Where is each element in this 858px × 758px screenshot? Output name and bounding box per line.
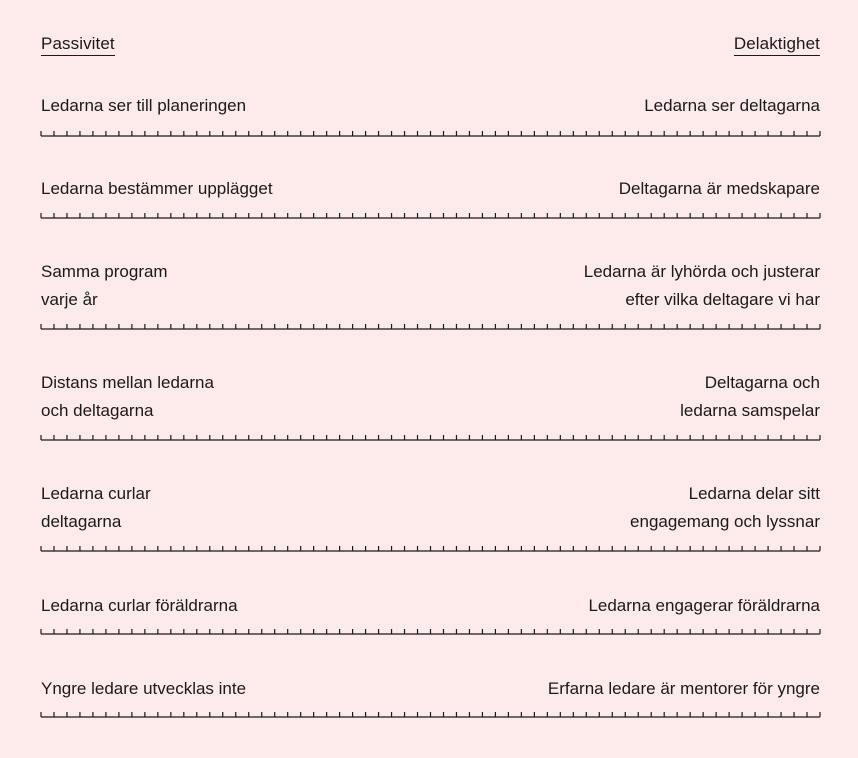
scale-ruler	[41, 626, 820, 636]
scale-left-label: Yngre ledare utvecklas inte	[41, 679, 247, 698]
scale-right-label: Ledarna delar sitt engagemang och lyssnar	[630, 484, 820, 531]
scale-ruler	[41, 321, 820, 331]
rating-scale[interactable]	[41, 210, 820, 220]
scale-left-label: Distans mellan ledarna och deltagarna	[41, 373, 214, 420]
scale-row-2	[41, 175, 820, 203]
rating-scale[interactable]	[41, 321, 820, 331]
scale-row-4	[41, 369, 820, 425]
scale-ruler	[41, 210, 820, 220]
scale-ruler	[41, 432, 820, 442]
rating-scale[interactable]	[41, 432, 820, 442]
scale-right-label: Deltagarna är medskapare	[618, 179, 820, 198]
scale-left-label: Ledarna curlar föräldrarna	[41, 596, 238, 615]
scale-row-3	[41, 258, 820, 314]
scale-row-7	[41, 675, 820, 703]
passivity-heading: Passivitet	[41, 34, 115, 56]
scale-left-label: Ledarna curlar deltagarna	[41, 484, 151, 531]
scale-right-label: Ledarna ser deltagarna	[644, 96, 820, 115]
scale-right-label: Erfarna ledare är mentorer för yngre	[547, 679, 820, 698]
scale-ruler	[41, 543, 820, 553]
scale-left-label: Samma program varje år	[41, 262, 168, 309]
rating-scale[interactable]	[41, 709, 820, 719]
scale-row-5	[41, 480, 820, 536]
scale-row-6	[41, 592, 820, 620]
scale-right-label: Ledarna är lyhörda och justerar efter vilka deltagare vi har	[583, 262, 820, 309]
rating-scale[interactable]	[41, 626, 820, 636]
scale-right-label: Ledarna engagerar föräldrarna	[588, 596, 820, 615]
rating-scale[interactable]	[41, 128, 820, 138]
scale-row-1	[41, 92, 820, 120]
header	[41, 34, 820, 60]
scale-ruler	[41, 128, 820, 138]
participation-heading: Delaktighet	[734, 34, 820, 56]
scale-left-label: Ledarna ser till planeringen	[41, 96, 247, 115]
scale-left-label: Ledarna bestämmer upplägget	[41, 179, 273, 198]
scale-right-label: Deltagarna och ledarna samspelar	[680, 373, 820, 420]
rating-scale[interactable]	[41, 543, 820, 553]
scale-ruler	[41, 709, 820, 719]
